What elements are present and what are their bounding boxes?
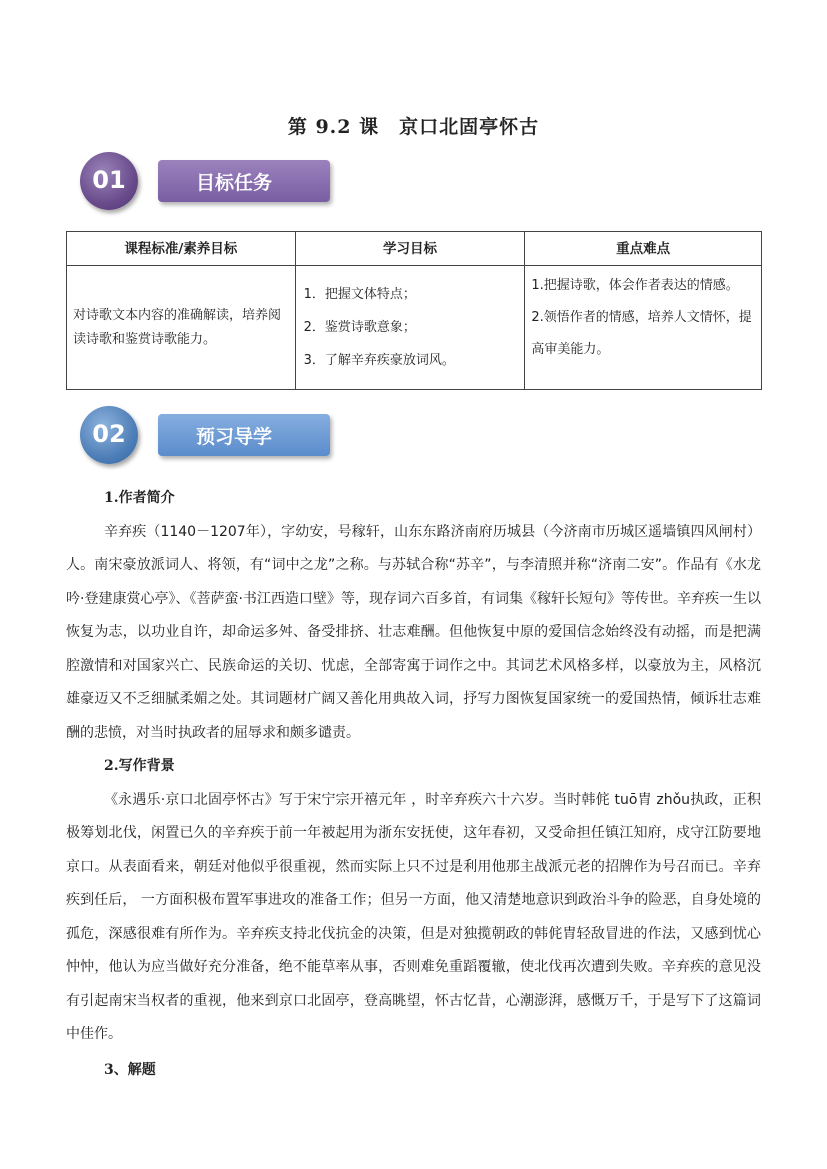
section-badge-preview <box>80 406 340 466</box>
section-number-circle <box>80 152 138 210</box>
section-label-tab <box>158 160 330 202</box>
list-item: 1.把握诗歌，体会作者表达的情感。 <box>531 278 739 293</box>
table-cell-key <box>525 266 762 390</box>
list-item: 2.领悟作者的情感，培养人文情怀，提高审美能力。 <box>531 310 752 357</box>
heading-background: 2.写作背景 <box>104 758 175 774</box>
list-item: 2．鉴赏诗歌意象； <box>303 320 416 335</box>
table-cell-standard: 对诗歌文本内容的准确解读，培养阅读诗歌和鉴赏诗歌能力。 <box>67 266 296 390</box>
list-item: 1．把握文体特点； <box>303 287 416 302</box>
table-header-row <box>67 232 762 266</box>
table-cell-learning <box>295 266 525 390</box>
table-header: 重点难点 <box>525 232 762 266</box>
page-title: 第 9.2 课 京口北固亭怀古 <box>287 116 540 138</box>
table-row <box>67 266 762 390</box>
main-content <box>66 482 761 1087</box>
heading-author: 1.作者简介 <box>104 490 175 506</box>
paragraph-author: 辛弃疾（1140－1207年），字幼安，号稼轩，山东东路济南府历城县（今济南市历城区遥墙镇四风闸村）人。南宋豪放派词人、将领，有“词中之龙”之称。与苏轼合称“苏辛”，与李清照并称“济南二安”。作品有《水龙吟·登建康赏心亭》、《菩萨蛮·书江西造口壁》等，现存词六百多首，有词集《稼轩长短句》等传世。辛弃疾一生以恢复为志，以功业自许，却命运多舛、备受排挤、壮志难酬。但他恢复中原的爱国信念始终没有动摇，而是把满腔激情和对国家兴亡、民族命运的关切、忧虑，全部寄寓于词作之中。其词艺术风格多样，以豪放为主，风格沉雄豪迈又不乏细腻柔媚之处。其词题材广阔又善化用典故入词，抒写力图恢复国家统一的爱国热情，倾诉壮志难酬的悲愤，对当时执政者的屈辱求和颇多谴责。 <box>66 523 761 741</box>
table-header: 学习目标 <box>295 232 525 266</box>
section-badge-goals <box>80 152 340 212</box>
section-number: 02 <box>92 420 126 448</box>
section-number: 01 <box>92 166 126 194</box>
paragraph-background: 《永遇乐·京口北固亭怀古》写于宋宁宗开禧元年 ，时辛弃疾六十六岁。当时韩侂 tuō胄 zhǒu执政，正积极筹划北伐，闲置已久的辛弃疾于前一年被起用为浙东安抚使，这年春初，又受命担任镇江知府，戍守江防要地京口。从表面看来，朝廷对他似乎很重视，然而实际上只不过是利用他那主战派元老的招牌作为号召而已。辛弃疾到任后， 一方面积极布置军事进攻的准备工作；但另一方面，他又清楚地意识到政治斗争的险恶，自身处境的孤危，深感很难有所作为。辛弃疾支持北伐抗金的决策，但是对独揽朝政的韩侂胄轻敌冒进的作法，又感到忧心忡忡，他认为应当做好充分准备，绝不能草率从事，否则难免重蹈覆辙，使北伐再次遭到失败。辛弃疾的意见没有引起南宋当权者的重视，他来到京口北固亭，登高眺望，怀古忆昔，心潮澎湃，感慨万千，于是写下了这篇词中佳作。 <box>66 791 761 1042</box>
section-label: 预习导学 <box>196 426 273 448</box>
table-header: 课程标准/素养目标 <box>67 232 296 266</box>
section-number-circle <box>80 406 138 464</box>
section-label: 目标任务 <box>196 172 273 194</box>
section-label-tab <box>158 414 330 456</box>
goals-table <box>66 231 762 390</box>
list-item: 3．了解辛弃疾豪放词风。 <box>303 353 455 368</box>
heading-title-explanation: 3、解题 <box>104 1061 156 1078</box>
